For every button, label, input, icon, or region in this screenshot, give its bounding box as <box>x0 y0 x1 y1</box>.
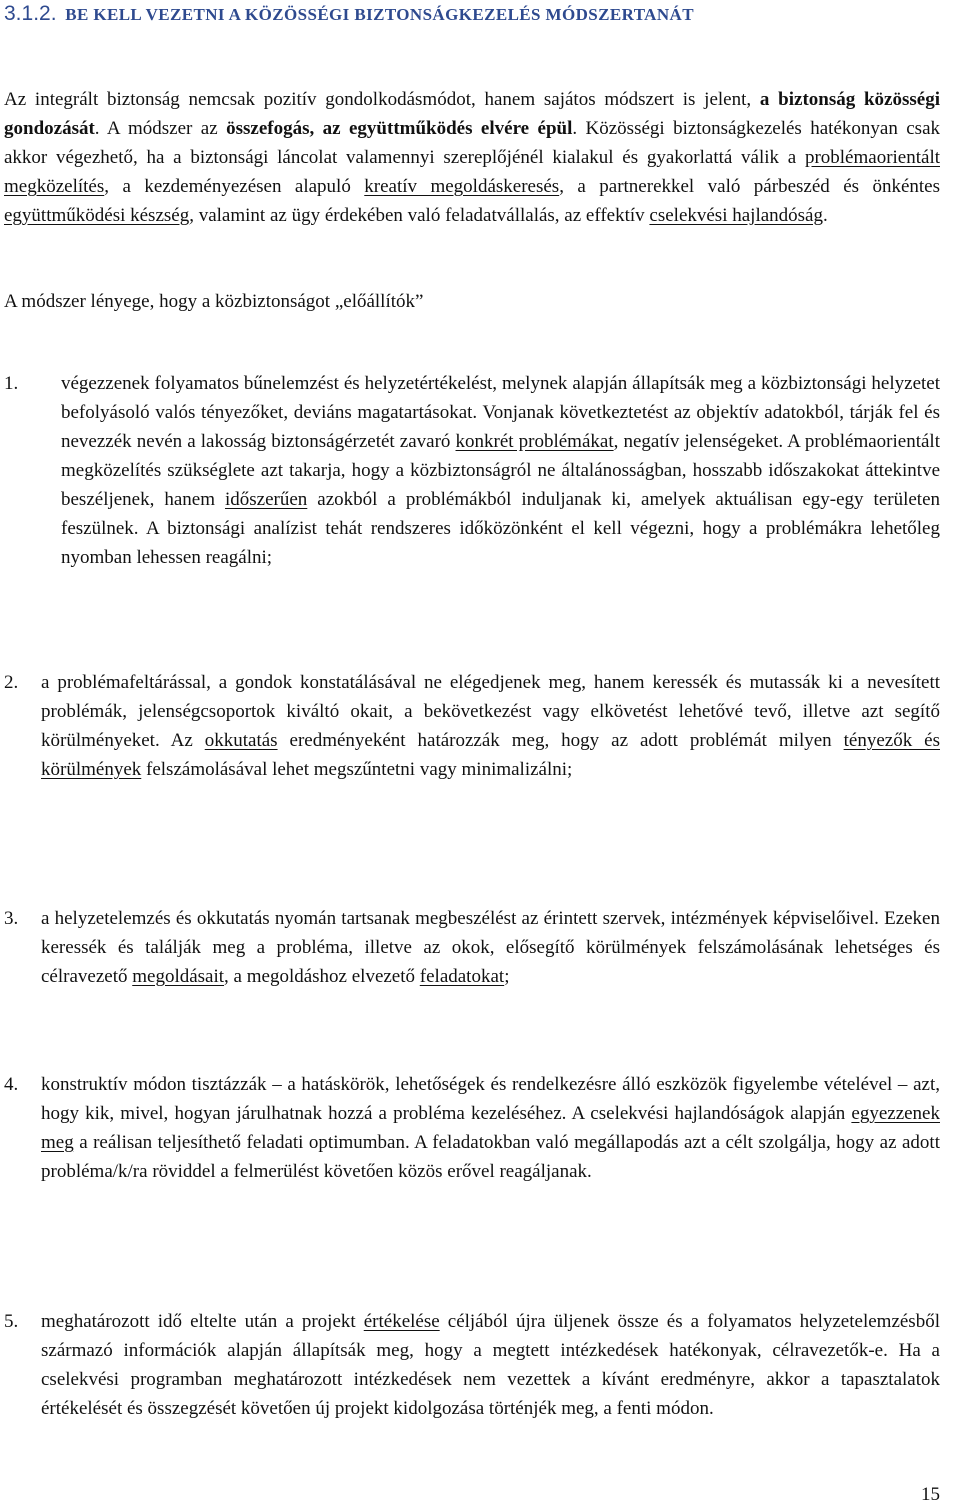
list-item-number: 3. <box>4 908 19 929</box>
list-item <box>4 904 940 991</box>
intro-text: . A módszer az <box>94 118 227 139</box>
intro-text: . <box>823 205 828 226</box>
section-heading <box>4 2 694 26</box>
intro-underlined-term: problémaorientált megközelítés <box>4 147 940 197</box>
list-item-text <box>41 1070 940 1186</box>
list-item <box>4 1070 940 1186</box>
list-item-segment: a helyzetelemzés és okkutatás nyomán tartsanak megbeszélést az érintett szervek, intézmények képviselőivel. Ezeken keressék és találják meg a probléma, illetve az okok, elősegítő körülmények felszámolásának lehetséges és célravezető <box>41 908 940 987</box>
list-item-underlined-term: konkrét problémákat <box>455 431 614 452</box>
intro-underlined-term: kreatív megoldáskeresés <box>364 176 560 197</box>
list-item <box>4 668 940 784</box>
list-item-text <box>41 904 940 991</box>
list-item-text <box>41 1307 940 1423</box>
list-item-number: 4. <box>4 1074 19 1095</box>
intro-emphasis: összefogás, az együttműködés elvére épül <box>226 118 573 139</box>
list-item-underlined-term: okkutatás <box>204 730 278 751</box>
list-item-segment: felszámolásával lehet megszűntetni vagy minimalizálni; <box>141 759 573 780</box>
list-item-text <box>61 369 940 572</box>
intro-text: , a kezdeményezésen alapuló <box>104 176 365 197</box>
list-item-text <box>41 668 940 784</box>
intro-text: . Közösségi biztonságkezelés hatékonyan csak akkor végezhető, ha a biztonsági láncolat valamennyi szereplőjénél kialakul és gyakorlattá válik a <box>4 118 941 168</box>
list-item-segment: a problémafeltárással, a gondok konstatálásával ne elégedjenek meg, hanem keressék és mutassák ki a nevesített problémák, jelenségcsoportok kiváltó okait, a bekövetkezést vagy elkövetést lehetővé tevő, illetve azt segítő körülményeket. Az <box>41 672 940 751</box>
list-item <box>4 1307 940 1423</box>
list-item-underlined-term: egyezzenek meg <box>41 1103 940 1153</box>
list-item-underlined-term: időszerűen <box>224 489 308 510</box>
list-item-number: 1. <box>4 373 19 394</box>
lead-sentence: A módszer lényege, hogy a közbiztonságot „előállítók” <box>4 291 424 312</box>
list-item-segment: meghatározott idő eltelte után a projekt <box>41 1311 364 1332</box>
intro-paragraph <box>4 85 940 230</box>
intro-text: , a partnerekkel való párbeszéd és önkéntes <box>559 176 941 197</box>
page-number: 15 <box>921 1484 940 1505</box>
list-item-number: 5. <box>4 1311 19 1332</box>
list-item-underlined-term: megoldásait <box>132 966 225 987</box>
list-item <box>4 369 940 572</box>
intro-text: Az integrált biztonság nemcsak pozitív gondolkodásmódot, hanem sajátos módszert is jelent, <box>4 89 760 110</box>
list-item-segment: , a megoldáshoz elvezető <box>224 966 420 987</box>
list-item-segment: végezzenek folyamatos bűnelemzést és helyzetértékelést, melynek alapján állapítsák meg a közbiztonsági helyzetet befolyásoló valós tényezőket, deviáns magatartásokat. Vonjanak következtetést az objektív adatokból, tárják fel és nevezzék nevén a lakosság biztonságérzetét zavaró <box>61 373 940 452</box>
list-item-segment: céljából újra üljenek össze és a folyamatos helyzetelemzésből származó információk alapján állapítsák meg, hogy a megtett intézkedések hatékonyak, célravezetők-e. Ha a cselekvési programban meghatározott intézkedések nem vezettek a kívánt eredményre, akkor a tapasztalatok értékelését és összegzését követően új projekt kidolgozása történjék meg, a fenti módon. <box>41 1311 940 1419</box>
list-item-segment: azokból a problémákból induljanak ki, amelyek aktuálisan egy-egy területen feszülnek. A biztonsági analízist tehát rendszeres időközönként el kell végezni, hogy a problémákra lehetőleg nyomban lehessen reagálni; <box>61 489 941 568</box>
section-title: BE KELL VEZETNI A KÖZÖSSÉGI BIZTONSÁGKEZELÉS MÓDSZERTANÁT <box>65 5 694 24</box>
list-item-underlined-term: tényezők és körülmények <box>41 730 940 780</box>
list-item-underlined-term: értékelése <box>363 1311 440 1332</box>
list-item-segment: eredményeként határozzák meg, hogy az adott problémát milyen <box>277 730 844 751</box>
list-item-underlined-term: feladatokat <box>419 966 505 987</box>
intro-underlined-term: együttműködési készség <box>4 205 190 226</box>
list-item-segment: a reálisan teljesíthető feladati optimumban. A feladatokban való megállapodás azt a célt szolgálja, hogy az adott probléma/k/ra röviddel a felmerülést követően közös erővel reagáljanak. <box>41 1132 940 1182</box>
intro-text: , valamint az ügy érdekében való feladatvállalás, az effektív <box>189 205 650 226</box>
intro-underlined-term: cselekvési hajlandóság <box>649 205 823 226</box>
list-item-number: 2. <box>4 672 19 693</box>
intro-emphasis: a biztonság közösségi gondozását <box>4 89 940 139</box>
list-item-segment: , negatív jelenségeket. A problémaorientált megközelítés szükséglete azt takarja, hogy a közbiztonságról ne általánosságban, hosszabb időszakokat áttekintve beszéljenek, hanem <box>61 431 940 510</box>
section-number: 3.1.2. <box>4 2 57 25</box>
list-item-segment: ; <box>504 966 510 987</box>
list-item-segment: konstruktív módon tisztázzák – a hatáskörök, lehetőségek és rendelkezésre álló eszközök figyelembe vételével – azt, hogy kik, mivel, hogyan járulhatnak hozzá a probléma kezeléséhez. A cselekvési hajlandóságok alapján <box>41 1074 940 1124</box>
